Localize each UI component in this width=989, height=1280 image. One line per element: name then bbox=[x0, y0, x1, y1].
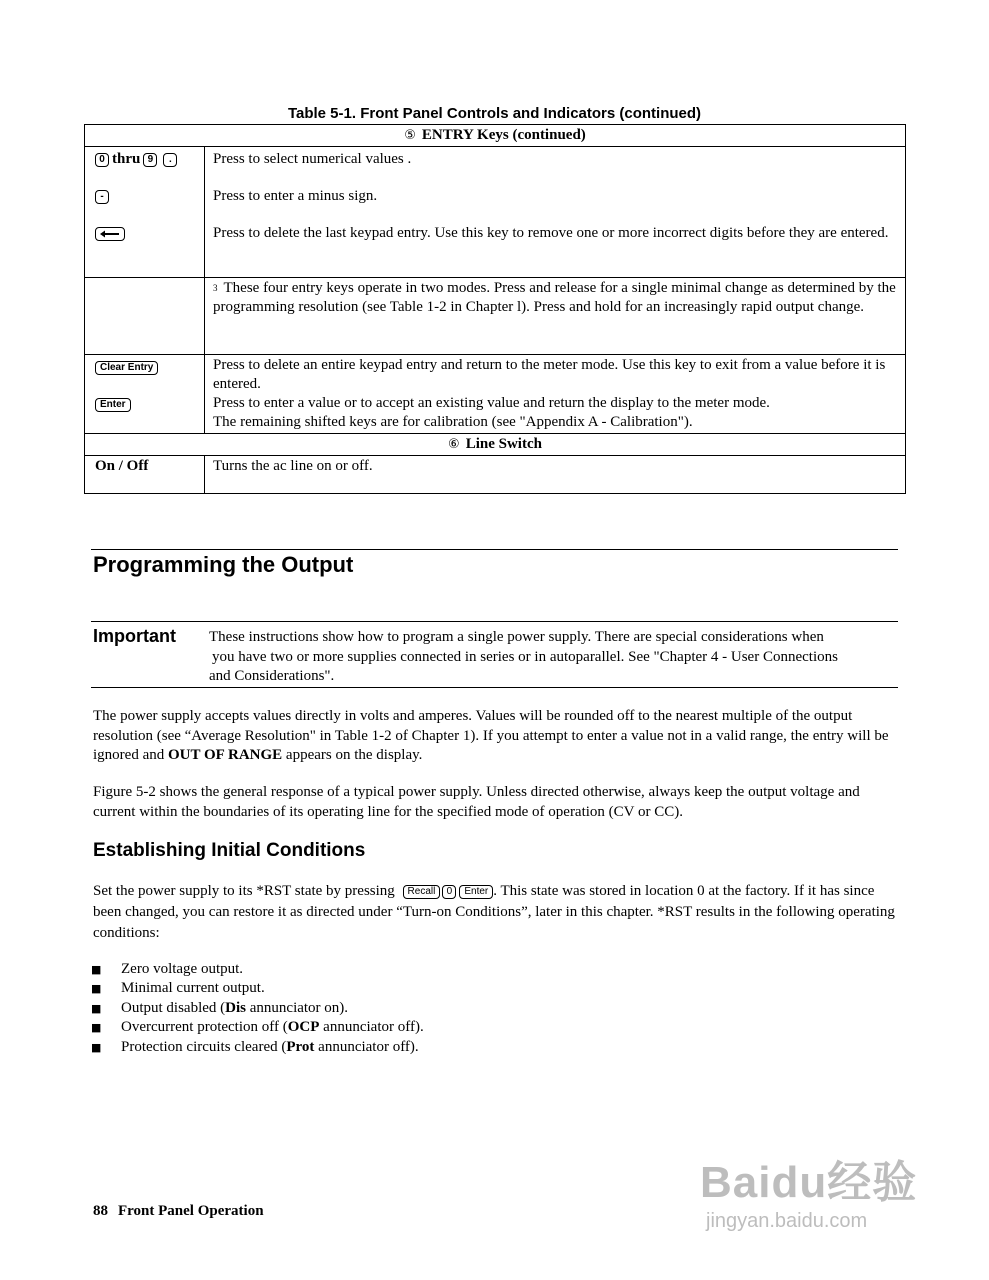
footnote-row bbox=[85, 278, 906, 355]
section-6-row bbox=[85, 434, 906, 456]
backspace-key-line bbox=[95, 224, 196, 243]
clear-enter-descriptions bbox=[205, 355, 906, 434]
entry-keys-descriptions bbox=[205, 147, 906, 278]
list-item-text-start: Overcurrent protection off ( bbox=[121, 1019, 288, 1036]
entry-keys-cell bbox=[85, 147, 205, 278]
enter-description-2: The remaining shifted keys are for calibration (see "Appendix A - Calibration"). bbox=[213, 414, 693, 430]
zero-key-icon: 0 bbox=[442, 885, 456, 899]
bullet-icon: ■ bbox=[91, 1040, 102, 1054]
important-line-2: you have two or more supplies connected in series or in autoparallel. See "Chapter 4 - User Connections bbox=[212, 648, 838, 665]
page-number: 88 bbox=[93, 1203, 108, 1219]
bullet-icon: ■ bbox=[91, 1021, 102, 1035]
paragraph-figure-reference: Figure 5-2 shows the general response of a typical power supply. Unless directed otherwise, always keep the output voltage and current within the boundaries of its operating line for the specified mode of operation (CV or CC). bbox=[93, 784, 860, 820]
watermark-url: jingyan.baidu.com bbox=[706, 1210, 868, 1232]
heading-programming-output: Programming the Output bbox=[93, 552, 354, 577]
minus-key-icon: - bbox=[95, 190, 109, 204]
bullet-icon: ■ bbox=[91, 1001, 102, 1015]
minus-description: Press to enter a minus sign. bbox=[213, 188, 378, 204]
section-5-header bbox=[85, 125, 906, 147]
clear-entry-key-line bbox=[95, 358, 196, 377]
paragraph-rst-end: . This state was stored in location 0 at the factory. If it has since been changed, you can restore it as directed under “Turn-on Conditions”, later in this chapter. *RST results in the following operating conditions: bbox=[93, 883, 895, 941]
onoff-description: Turns the ac line on or off. bbox=[205, 456, 906, 494]
bullet-icon: ■ bbox=[91, 963, 102, 976]
backspace-key-icon bbox=[95, 227, 125, 241]
paragraph-resolution bbox=[93, 707, 903, 766]
recall-key-icon: Recall bbox=[403, 885, 441, 899]
list-item bbox=[91, 979, 424, 998]
important-line-3: and Considerations". bbox=[209, 668, 335, 684]
watermark-brand: Baidu经验 bbox=[700, 1158, 918, 1207]
list-item-text-end: annunciator on). bbox=[246, 999, 349, 1016]
onoff-label: On / Off bbox=[85, 456, 205, 494]
footer-title: Front Panel Operation bbox=[118, 1203, 264, 1219]
footnote-left-cell bbox=[85, 278, 205, 355]
bullet-icon: ■ bbox=[91, 982, 102, 996]
dis-annunciator: Dis bbox=[225, 999, 246, 1016]
table-caption: Table 5-1. Front Panel Controls and Indicators (continued) bbox=[287, 105, 702, 122]
clear-enter-row bbox=[85, 355, 906, 434]
backspace-description: Press to delete the last keypad entry. Use this key to remove one or more incorrect digits before they are entered. bbox=[213, 225, 889, 241]
important-rule-bottom bbox=[91, 687, 898, 688]
out-of-range-text: OUT OF RANGE bbox=[167, 747, 283, 763]
list-item bbox=[91, 1038, 424, 1057]
entry-keys-row bbox=[85, 147, 906, 278]
controls-table bbox=[84, 124, 906, 494]
paragraph-resolution-end: appears on the display. bbox=[282, 747, 423, 763]
section-6-header bbox=[85, 434, 906, 456]
thru-label: thru bbox=[112, 151, 141, 167]
enter-key-icon: Enter bbox=[95, 398, 131, 412]
list-item-text-start: Output disabled ( bbox=[121, 999, 226, 1016]
clear-entry-key-icon: Clear Entry bbox=[95, 361, 158, 375]
list-item-text bbox=[121, 1018, 424, 1037]
rst-conditions-list bbox=[91, 960, 424, 1057]
minus-key-line bbox=[95, 187, 196, 206]
footnote-cell bbox=[205, 278, 906, 355]
clear-entry-description: Press to delete an entire keypad entry and return to the meter mode. Use this key to exit from a value before it is entered. bbox=[213, 357, 886, 392]
list-item-text: Minimal current output. bbox=[121, 980, 265, 997]
paragraph-rst bbox=[93, 881, 903, 944]
list-item-text bbox=[121, 999, 348, 1018]
enter-key-icon: Enter bbox=[459, 885, 493, 899]
zero-key-icon: 0 bbox=[95, 153, 109, 167]
list-item bbox=[91, 960, 424, 979]
section-rule-top bbox=[91, 549, 898, 550]
important-text bbox=[209, 628, 899, 687]
important-label: Important bbox=[93, 626, 176, 646]
numeric-description: Press to select numerical values . bbox=[213, 151, 412, 167]
list-item-text-end: annunciator off). bbox=[319, 1019, 424, 1036]
footnote-mark: 3 bbox=[213, 283, 218, 293]
important-rule-top bbox=[91, 621, 898, 622]
section-5-title: ENTRY Keys (continued) bbox=[421, 127, 586, 143]
list-item bbox=[91, 1018, 424, 1037]
baidu-watermark bbox=[700, 1128, 940, 1248]
footnote-text: These four entry keys operate in two modes. Press and release for a single minimal change as determined by the programming resolution (see Table 1-2 in Chapter l). Press and hold for an increasingly rapid output change. bbox=[213, 280, 896, 315]
important-line-1: These instructions show how to program a single power supply. There are special considerations when bbox=[209, 629, 824, 645]
list-item-text: Zero voltage output. bbox=[121, 961, 244, 977]
page-footer bbox=[93, 1203, 264, 1220]
onoff-row bbox=[85, 456, 906, 494]
prot-annunciator: Prot bbox=[286, 1038, 315, 1055]
section-6-marker: ⑥ bbox=[448, 437, 460, 452]
ocp-annunciator: OCP bbox=[287, 1019, 320, 1036]
section-6-title: Line Switch bbox=[465, 436, 542, 452]
list-item-text bbox=[121, 1038, 419, 1057]
list-item-text-start: Protection circuits cleared ( bbox=[121, 1038, 287, 1055]
list-item bbox=[91, 999, 424, 1018]
heading-initial-conditions: Establishing Initial Conditions bbox=[93, 840, 366, 861]
paragraph-rst-text: Set the power supply to its *RST state by pressing bbox=[93, 883, 395, 899]
numeric-keys bbox=[95, 150, 196, 169]
section-header-row bbox=[85, 125, 906, 147]
section-5-marker: ⑤ bbox=[404, 128, 416, 143]
decimal-key-icon: . bbox=[163, 153, 177, 167]
nine-key-icon: 9 bbox=[143, 153, 157, 167]
enter-key-line bbox=[95, 395, 196, 414]
list-item-text-end: annunciator off). bbox=[314, 1038, 419, 1055]
enter-description-1: Press to enter a value or to accept an existing value and return the display to the meter mode. bbox=[213, 395, 770, 411]
clear-enter-keys-cell bbox=[85, 355, 205, 434]
paragraph-resolution-text: The power supply accepts values directly in volts and amperes. Values will be rounded off to the nearest multiple of the output resolution (see “Average Resolution" in Table 1-2 of Chapter 1). If you attempt to enter a value not in a valid range, the entry will be ignored and bbox=[93, 708, 889, 763]
